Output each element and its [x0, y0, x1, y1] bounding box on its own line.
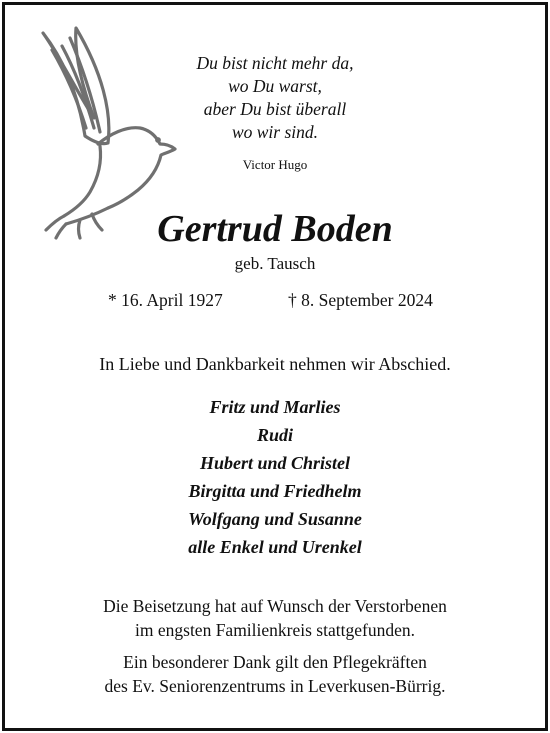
poem-line: aber Du bist überall: [203, 99, 347, 119]
poem-line: Du bist nicht mehr da,: [196, 53, 354, 73]
burial-note-line: Die Beisetzung hat auf Wunsch der Verstorbenen: [103, 596, 447, 616]
mourner-name: Hubert und Christel: [199, 453, 351, 473]
thanks-note-line: Ein besonderer Dank gilt den Pflegekräften: [123, 652, 427, 672]
mourner-name: alle Enkel und Urenkel: [188, 537, 362, 557]
farewell-text: In Liebe und Dankbarkeit nehmen wir Abschied.: [99, 354, 451, 374]
mourner-name: Birgitta und Friedhelm: [188, 481, 362, 501]
mourner-name: Fritz und Marlies: [209, 397, 341, 417]
burial-note: [0, 594, 550, 642]
poem-line: wo Du warst,: [228, 76, 322, 96]
birth-date: * 16. April 1927: [108, 290, 223, 310]
maiden-name: geb. Tausch: [234, 254, 316, 273]
death-date: † 8. September 2024: [288, 290, 433, 310]
thanks-note: [0, 650, 550, 698]
mourners-list: [0, 393, 550, 561]
poem-line: wo wir sind.: [231, 122, 319, 142]
burial-note-line: im engsten Familienkreis stattgefunden.: [135, 620, 415, 640]
deceased-name: Gertrud Boden: [157, 208, 393, 250]
thanks-note-line: des Ev. Seniorenzentrums in Leverkusen-Bürrig.: [104, 676, 446, 696]
poem-author: Victor Hugo: [242, 157, 308, 172]
mourner-name: Rudi: [256, 425, 294, 445]
poem: [175, 52, 375, 144]
mourner-name: Wolfgang und Susanne: [188, 509, 362, 529]
